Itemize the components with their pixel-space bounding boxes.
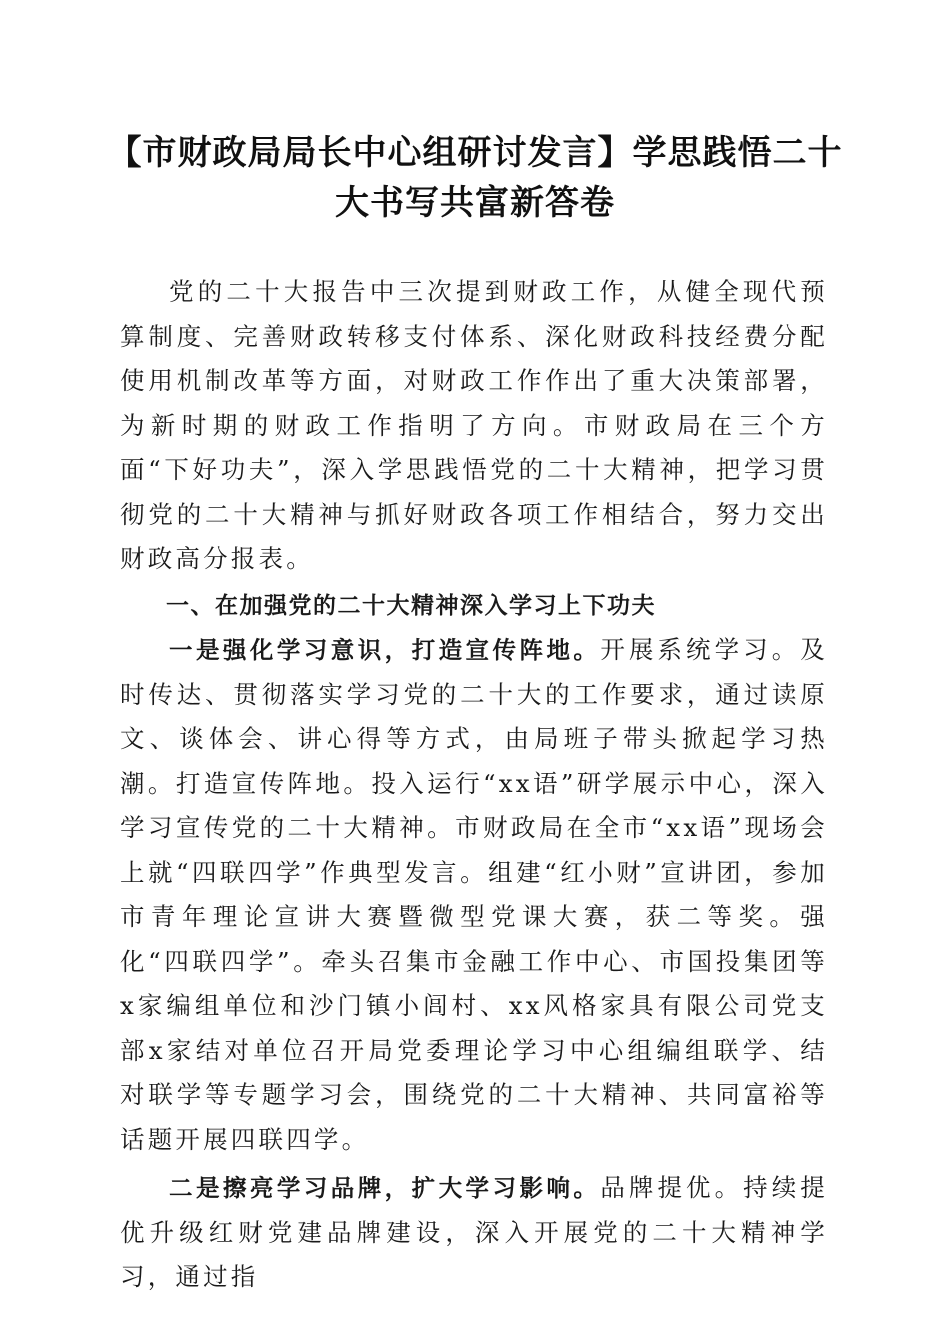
paragraph-1-body: 开展系统学习。及时传达、贯彻落实学习党的二十大的工作要求，通过读原文、谈体会、讲心得等方式，由局班子带头掀起学习热潮。打造宣传阵地。投入运行“xx语”研学展示中心，深入学习宣传党的二十大精神。市财政局在全市“xx语”现场会上就“四联四学”作典型发言。组建“红小财”宣讲团，参加市青年理论宣讲大赛暨微型党课大赛，获二等奖。强化“四联四学”。牵头召集市金融工作中心、市国投集团等x家编组单位和沙门镇小闾村、xx风格家具有限公司党支部x家结对单位召开局党委理论学习中心组编组联学、结对联学等专题学习会，围绕党的二十大精神、共同富裕等话题开展四联四学。: [120, 635, 828, 1154]
paragraph-1: [120, 628, 828, 1162]
intro-paragraph: 党的二十大报告中三次提到财政工作，从健全现代预算制度、完善财政转移支付体系、深化财政科技经费分配使用机制改革等方面，对财政工作作出了重大决策部署，为新时期的财政工作指明了方向。市财政局在三个方面“下好功夫”，深入学思践悟党的二十大精神，把学习贯彻党的二十大精神与抓好财政各项工作相结合，努力交出财政高分报表。: [120, 277, 828, 573]
paragraph-2-body: 品牌提优。持续提优升级红财党建品牌建设，深入开展党的二十大精神学习，通过指: [120, 1173, 828, 1291]
document-body: [120, 270, 828, 1300]
paragraph-2-lead: 二是擦亮学习品牌，扩大学习影响。: [169, 1174, 601, 1202]
paragraph-1-lead: 一是强化学习意识，打造宣传阵地。: [169, 636, 601, 664]
document-title: 【市财政局局长中心组研讨发言】学思践悟二十大书写共富新答卷: [107, 133, 843, 223]
section-heading: 一、在加强党的二十大精神深入学习上下功夫: [166, 592, 656, 619]
paragraph-2: [120, 1166, 828, 1300]
